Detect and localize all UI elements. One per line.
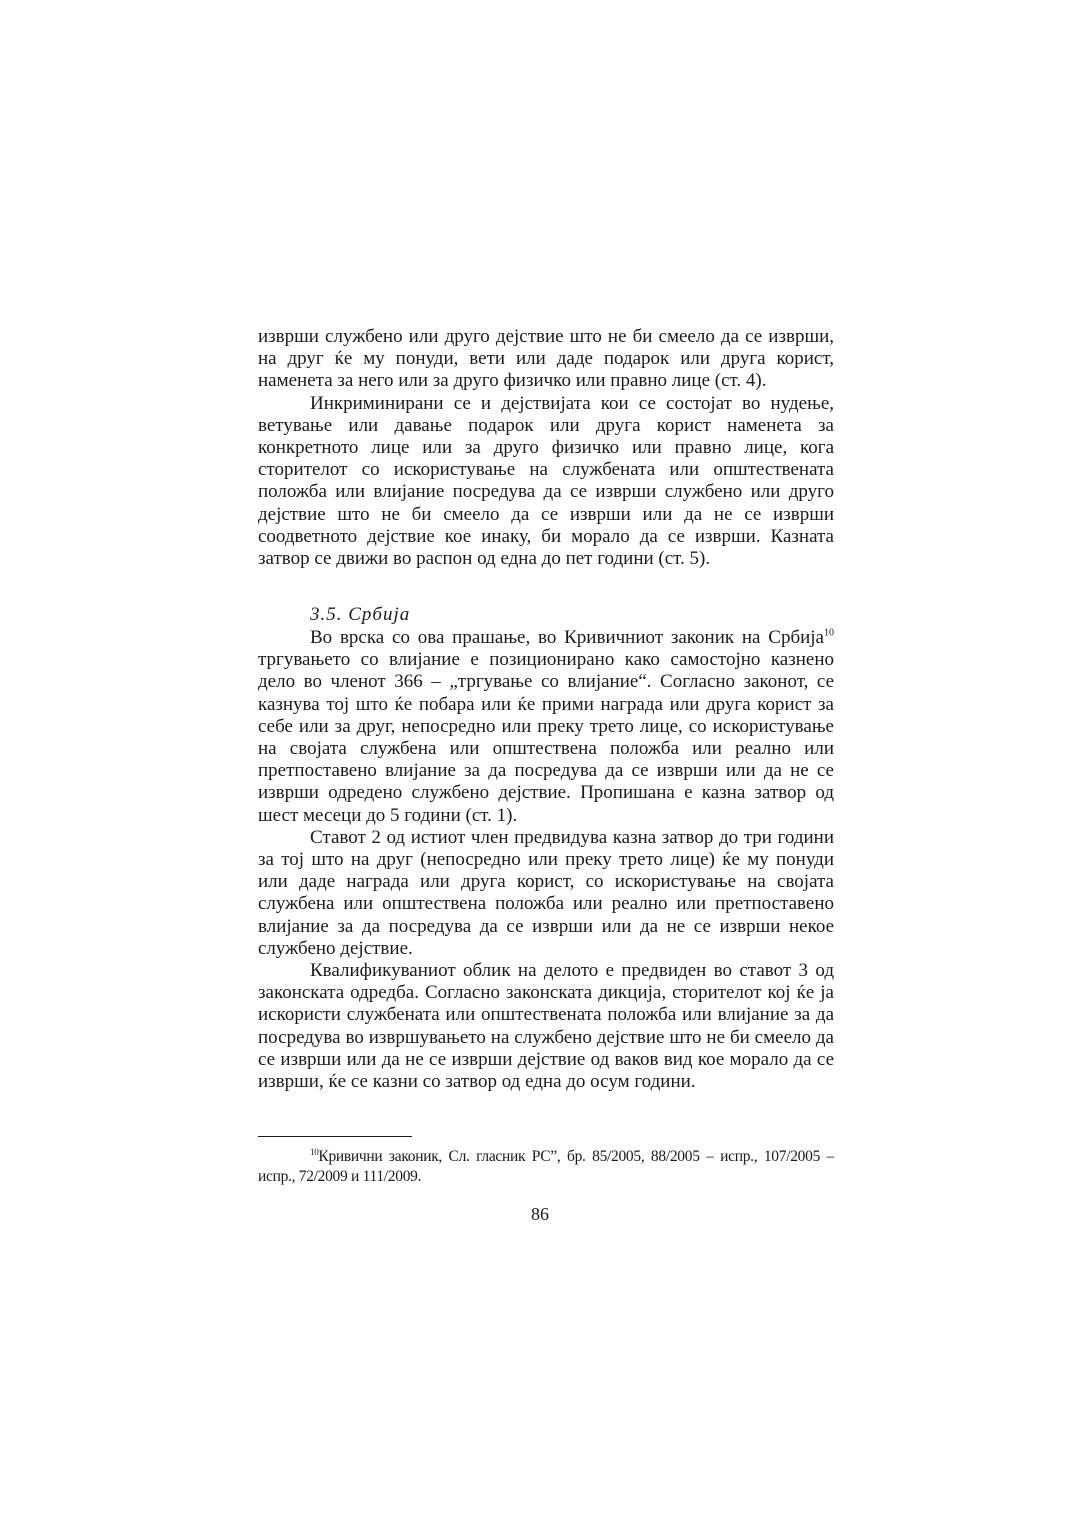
paragraph-serbia-intro-start: Во врска со ова прашање, во Кривичниот законик на Србија bbox=[310, 627, 824, 648]
page-number: 86 bbox=[531, 1204, 549, 1224]
paragraph-serbia-intro-rest: тргувањето со влијание е позиционирано како самостојно казнено дело во членот 366 – „тргување со влијание“. Согласно законот, се казнува тој што ќе побара или ќе прими награда или друга корист за себе или за друг, непосредно или преку трето лице, со искористување на својата службена или општествена положба или реално или претпоставено влијание за да посредува да се изврши или да не се изврши одредено службено дејствие. Пропишана е казна затвор од шест месеци до 5 години (ст. 1). bbox=[258, 649, 834, 826]
footnote-reference: 10 bbox=[824, 627, 834, 639]
paragraph-qualified-form: Квалификуваниот облик на делото е предвиден во ставот 3 од законската одредба. Согласно законската дикција, сторителот кој ќе ја искористи службената или општествената положба или влијание за да посредува во извршувањето на службено дејствие што не би смеело да се изврши или да не се изврши дејствие од ваков вид кое морало да се изврши, ќе се казни со затвор од една до осум години. bbox=[258, 960, 834, 1093]
body-text-serbia bbox=[258, 627, 834, 1093]
paragraph-continuation: изврши службено или друго дејствие што не би смеело да се изврши, на друг ќе му понуди, вети или даде подарок или друга корист, наменета за него или за друго физичко или правно лице (ст. 4). bbox=[258, 326, 834, 392]
section-heading-serbia: 3.5. Србија bbox=[310, 604, 411, 625]
footnote-number: 10 bbox=[310, 1146, 319, 1157]
paragraph-article-366-para-2: Ставот 2 од истиот член предвидува казна затвор до три години за тој што на друг (непосредно или преку трето лице) ќе му понуди или даде награда или друга корист, со искористување на својата службена или општествена положба или реално или претпоставено влијание за да посредува да се изврши или да не се изврши некое службено дејствие. bbox=[258, 826, 834, 959]
footnote-separator bbox=[258, 1136, 412, 1137]
footnote-text: Кривични законик, Сл. гласник РС”, бр. 85/2005, 88/2005 – испр., 107/2005 – испр., 72/2009 и 111/2009. bbox=[258, 1148, 834, 1185]
footnote bbox=[258, 1147, 834, 1187]
paragraph-incriminated-actions: Инкриминирани се и дејствијата кои се состојат во нудење, ветување или давање подарок или друга корист наменета за конкретното лице или за друго физичко или правно лице, кога сторителот со искористување на службената или општествената положба или влијание посредува да се изврши службено или друго дејствие што не би смеело да се изврши или да не се изврши соодветното дејствие кое инаку, би морало да се изврши. Казната затвор се движи во распон од една до пет години (ст. 5). bbox=[258, 392, 834, 570]
paragraph-serbia-intro bbox=[258, 627, 834, 827]
body-text-top bbox=[258, 326, 834, 570]
